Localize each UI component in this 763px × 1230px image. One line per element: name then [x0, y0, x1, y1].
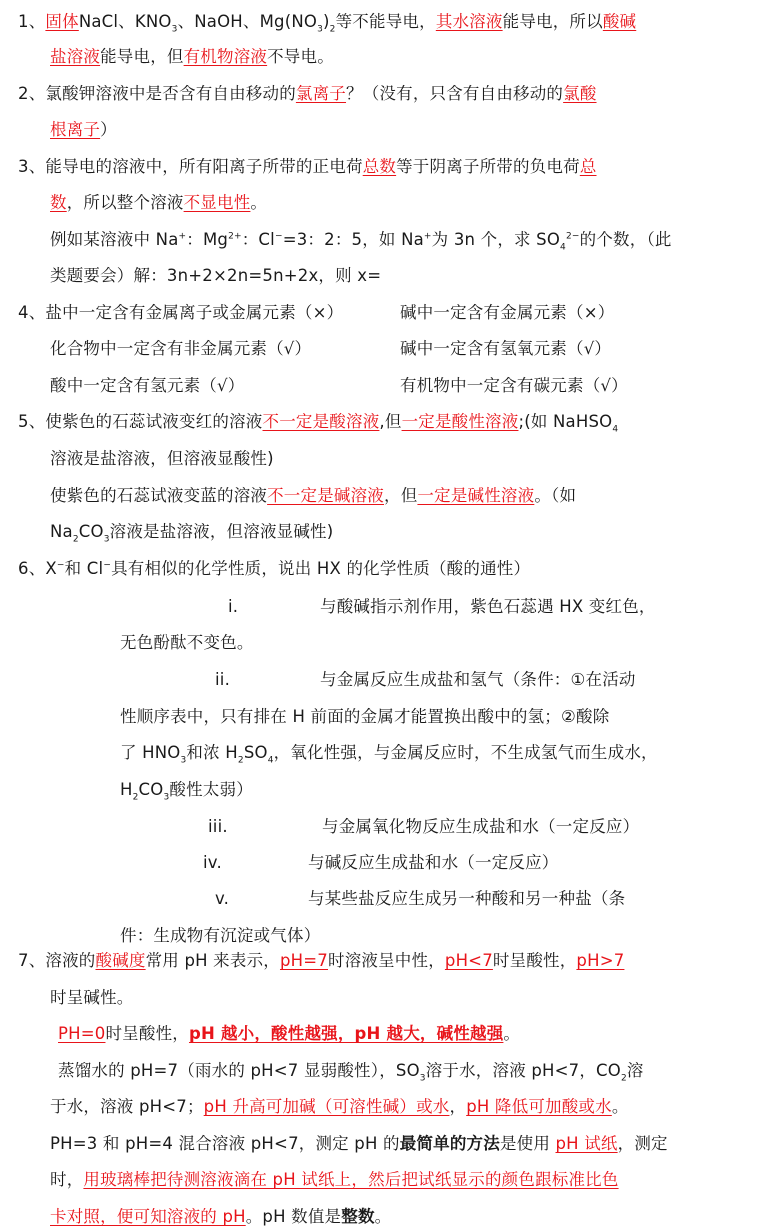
text-line	[50, 987, 134, 1009]
text-line	[120, 779, 253, 801]
text-run: PH=3 和 pH=4 混合溶液 pH<7，测定 pH 的	[50, 1134, 400, 1153]
highlighted-term: 有机物溶液	[183, 47, 268, 66]
text-run: 常用 pH 来表示，	[145, 951, 280, 970]
text-run: 等于阴离子所带的负电荷	[396, 157, 580, 176]
text-run: i.	[228, 597, 239, 616]
text-line	[120, 706, 609, 728]
text-line	[50, 229, 672, 251]
text-line	[228, 596, 238, 618]
text-run: 有机物中一定含有碳元素（√）	[400, 376, 628, 395]
text-run: 3	[171, 24, 178, 35]
text-run: −	[274, 231, 283, 242]
text-run: 和 Cl	[64, 559, 104, 578]
text-line	[50, 192, 267, 214]
text-run: 2	[329, 24, 336, 35]
text-line	[50, 375, 244, 397]
highlighted-term: pH>7	[576, 951, 625, 970]
highlighted-term: 其水溶液	[435, 12, 503, 31]
text-run: 与金属氧化物反应生成盐和水（一定反应）	[322, 817, 640, 836]
text-line	[120, 925, 320, 947]
text-run: 了 HNO	[120, 743, 181, 762]
text-run: 3	[180, 755, 187, 766]
text-run: 的个数，（此	[579, 230, 672, 249]
bold-term: 整数	[341, 1207, 375, 1226]
text-line	[203, 852, 222, 874]
highlighted-term: 不一定是酸溶液	[262, 412, 380, 431]
highlighted-term: 固体	[45, 12, 79, 31]
text-run: ：Cl	[241, 230, 275, 249]
highlighted-term: 酸碱	[602, 12, 637, 31]
text-run: 溶液是盐溶液，但溶液显酸性)	[50, 449, 274, 468]
text-line	[50, 119, 117, 141]
text-run: ii.	[215, 670, 231, 689]
text-run: 不导电。	[267, 47, 334, 66]
highlighted-term: pH<7	[444, 951, 493, 970]
text-run: 溶液是盐溶液，但溶液显碱性)	[109, 522, 334, 541]
text-run: ，	[449, 1097, 467, 1116]
text-run: 时呈酸性，	[105, 1024, 189, 1043]
text-run: 2+	[228, 231, 242, 242]
text-run: +	[178, 231, 187, 242]
text-line	[215, 669, 230, 691]
text-line	[18, 558, 530, 580]
text-run: 能导电，所以	[502, 12, 603, 31]
text-run: H	[120, 780, 133, 799]
text-run: 使紫色的石蕊试液变蓝的溶液	[50, 486, 268, 505]
text-run: 与酸碱指示剂作用，紫色石蕊遇 HX 变红色，	[320, 597, 656, 616]
text-run: 时呈碱性。	[50, 988, 134, 1007]
text-line	[208, 816, 228, 838]
highlighted-term: 根离子	[50, 120, 101, 139]
text-run: ，氧化性强，与金属反应时，不生成氢气而生成水，	[273, 743, 658, 762]
text-line	[18, 83, 597, 105]
text-line	[400, 375, 628, 397]
highlighted-term: PH=0	[58, 1024, 106, 1043]
text-line	[50, 338, 311, 360]
text-run: =3：2：5，如 Na	[282, 230, 424, 249]
text-run: 类题要会）解：3n+2×2n=5n+2x，则 x=	[50, 266, 382, 285]
text-run: 4	[612, 424, 619, 435]
text-run: 件：生成物有沉淀或气体）	[120, 926, 321, 945]
text-run: 3	[163, 792, 170, 803]
text-run: 碱中一定含有氢氧元素（√）	[400, 339, 612, 358]
text-run: 2、氯酸钾溶液中是否含有自由移动的	[18, 84, 296, 103]
text-run: 3	[317, 24, 324, 35]
text-line	[400, 338, 611, 360]
highlighted-term: 卡对照，便可知溶液的 pH	[50, 1207, 246, 1226]
text-run: iii.	[208, 817, 228, 836]
highlighted-term: 不一定是碱溶液	[267, 486, 385, 505]
text-run: 能导电，但	[100, 47, 184, 66]
text-line	[120, 742, 658, 764]
text-run: 4	[560, 242, 566, 253]
text-line	[50, 1206, 391, 1228]
highlighted-term: 用玻璃棒把待测溶液滴在 pH 试纸上，然后把试纸显示的颜色跟标准比色	[83, 1170, 619, 1189]
highlighted-term: pH=7	[279, 951, 328, 970]
text-run: 和浓 H	[186, 743, 238, 762]
text-line	[120, 632, 254, 654]
text-line	[50, 521, 333, 543]
text-run: 。	[374, 1207, 392, 1226]
text-line	[215, 888, 229, 910]
highlighted-term: 一定是碱性溶液	[417, 486, 535, 505]
text-line	[58, 1060, 644, 1082]
text-run: 等不能导电，	[335, 12, 436, 31]
text-run: 例如某溶液中 Na	[50, 230, 179, 249]
text-run: 与碱反应生成盐和水（一定反应）	[308, 853, 559, 872]
text-line	[50, 485, 576, 507]
text-run: ,但	[379, 412, 402, 431]
highlighted-term: pH 升高可加碱（可溶性碱）或水	[203, 1097, 450, 1116]
text-run: 6、X	[18, 559, 57, 578]
text-run: 酸性太弱）	[169, 780, 253, 799]
text-run: v.	[215, 889, 230, 908]
text-line	[18, 156, 597, 178]
text-line	[18, 302, 343, 324]
highlighted-term: 盐溶液	[50, 47, 101, 66]
text-line	[50, 1133, 668, 1155]
text-run: 。	[503, 1024, 521, 1043]
text-run: 4、盐中一定含有金属离子或金属元素（×）	[18, 303, 344, 322]
highlighted-term: 总数	[362, 157, 397, 176]
text-run: 2−	[565, 231, 580, 242]
text-run: ：Mg	[186, 230, 229, 249]
text-run: 时溶液呈中性，	[328, 951, 445, 970]
text-run: 。（如	[534, 486, 577, 505]
text-run: −	[103, 560, 112, 571]
text-line	[320, 669, 636, 691]
text-run: 2	[620, 1073, 627, 1084]
text-run: 5、使紫色的石蕊试液变红的溶液	[18, 412, 263, 431]
text-line	[50, 1169, 619, 1191]
text-run: 2	[132, 792, 139, 803]
text-run: 。	[250, 193, 268, 212]
text-run: 无色酚酞不变色。	[120, 633, 254, 652]
highlighted-term: 酸碱度	[95, 951, 146, 970]
text-run: 4	[267, 755, 274, 766]
text-run: 7、溶液的	[18, 951, 96, 970]
text-run: 、NaOH、Mg(NO	[177, 12, 318, 31]
text-run: 2	[237, 755, 244, 766]
text-run: 溶于水，溶液 pH<7，CO	[425, 1061, 621, 1080]
highlighted-term: 不显电性	[183, 193, 251, 212]
text-run: +	[423, 231, 432, 242]
text-run: 碱中一定含有金属元素（×）	[400, 303, 615, 322]
text-run: 与金属反应生成盐和氢气（条件：①在活动	[320, 670, 636, 689]
text-run: 时，	[50, 1170, 84, 1189]
text-run: SO	[243, 743, 268, 762]
text-run: )	[323, 12, 330, 31]
text-run: 1、	[18, 12, 46, 31]
text-run: ）	[100, 120, 117, 139]
text-line	[18, 11, 636, 33]
text-line	[400, 302, 614, 324]
text-run: 时呈酸性，	[492, 951, 577, 970]
text-run: −	[56, 560, 65, 571]
text-run: 是使用	[499, 1134, 556, 1153]
text-line	[18, 950, 624, 972]
text-run: 3	[103, 534, 110, 545]
text-run: 化合物中一定含有非金属元素（√）	[50, 339, 312, 358]
text-line	[308, 888, 625, 910]
highlighted-term: 氯酸	[563, 84, 597, 103]
text-run: Na	[50, 522, 73, 541]
text-run: 具有相似的化学性质，说出 HX 的化学性质（酸的通性）	[111, 559, 531, 578]
text-run: 3、能导电的溶液中，所有阳离子所带的正电荷	[18, 157, 363, 176]
text-line	[50, 1096, 629, 1118]
text-run: iv.	[203, 853, 222, 872]
highlighted-term: 数	[50, 193, 67, 212]
text-run: 于水，溶液 pH<7；	[50, 1097, 204, 1116]
highlighted-term: pH 越小，酸性越强，pH 越大，碱性越强	[188, 1024, 504, 1043]
text-run: 。pH 数值是	[245, 1207, 342, 1226]
text-run: ，但	[384, 486, 418, 505]
text-run: ，测定	[617, 1134, 668, 1153]
text-run: CO	[138, 780, 164, 799]
text-run: 与某些盐反应生成另一种酸和另一种盐（条	[308, 889, 626, 908]
text-run: 2	[72, 534, 79, 545]
bold-term: 最简单的方法	[399, 1134, 500, 1153]
text-run: CO	[78, 522, 104, 541]
text-run: 。	[611, 1097, 629, 1116]
highlighted-term: pH 降低可加酸或水	[466, 1097, 612, 1116]
text-line	[58, 1023, 520, 1045]
text-run: 酸中一定含有氢元素（√）	[50, 376, 245, 395]
text-line	[322, 816, 639, 838]
text-line	[50, 265, 381, 287]
text-line	[18, 411, 618, 433]
text-run: ？（没有，只含有自由移动的	[346, 84, 564, 103]
text-line	[320, 596, 656, 618]
text-line	[308, 852, 559, 874]
text-line	[50, 448, 274, 470]
text-run: 性顺序表中，只有排在 H 前面的金属才能置换出酸中的氢；②酸除	[120, 707, 610, 726]
text-line	[50, 46, 334, 68]
text-run: 3	[419, 1073, 426, 1084]
text-run: ;(如 NaHSO	[518, 412, 613, 431]
highlighted-term: 氯离子	[295, 84, 347, 103]
text-run: ，所以整个溶液	[66, 193, 184, 212]
text-run: NaCl、KNO	[78, 12, 172, 31]
highlighted-term: pH 试纸	[555, 1134, 618, 1153]
text-run: 为 3n 个，求 SO	[431, 230, 561, 249]
text-run: 蒸馏水的 pH=7（雨水的 pH<7 显弱酸性），SO	[58, 1061, 420, 1080]
highlighted-term: 总	[579, 157, 597, 176]
highlighted-term: 一定是酸性溶液	[401, 412, 519, 431]
text-run: 溶	[626, 1061, 644, 1080]
